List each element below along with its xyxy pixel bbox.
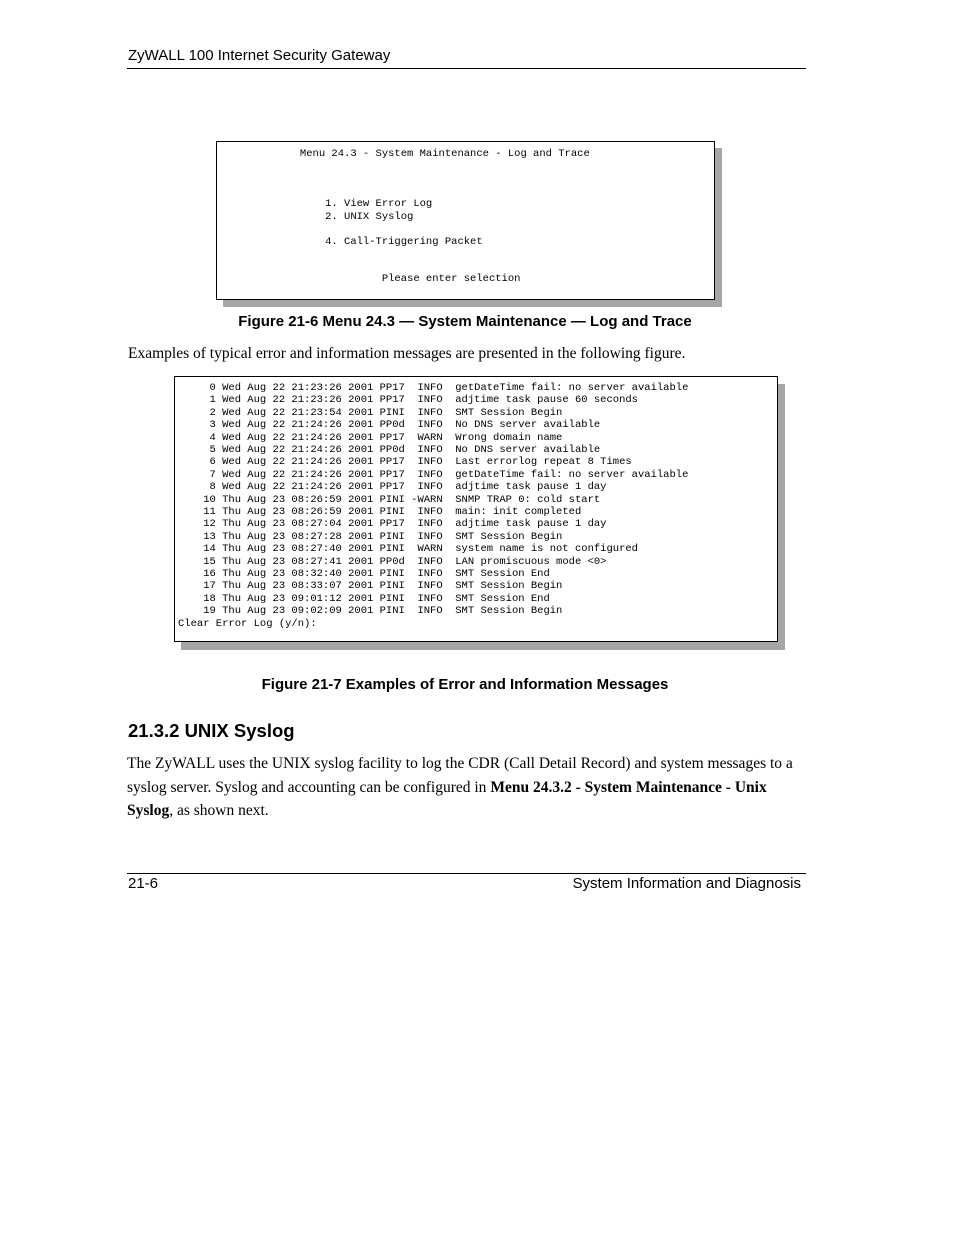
terminal-line: Clear Error Log (y/n):	[178, 617, 317, 630]
footer-divider	[127, 873, 806, 874]
terminal-line: 1 Wed Aug 22 21:23:26 2001 PP17 INFO adjtime task pause 60 seconds	[178, 394, 638, 407]
terminal-line: 11 Thu Aug 23 08:26:59 2001 PINI INFO main: init completed	[178, 506, 582, 518]
terminal-line: 13 Thu Aug 23 08:27:28 2001 PINI INFO SMT Session Begin	[178, 530, 563, 543]
terminal-line: 6 Wed Aug 22 21:24:26 2001 PP17 INFO Last errorlog repeat 8 Times	[178, 456, 632, 469]
terminal-line: 4 Wed Aug 22 21:24:26 2001 PP17 WARN Wrong domain name	[178, 431, 563, 444]
terminal-line: 18 Thu Aug 23 09:01:12 2001 PINI INFO SMT Session End	[178, 592, 550, 605]
terminal-line: 16 Thu Aug 23 08:32:40 2001 PINI INFO SMT Session End	[178, 568, 550, 580]
terminal-line: 2. UNIX Syslog	[218, 210, 414, 223]
terminal-line: 19 Thu Aug 23 09:02:09 2001 PINI INFO SMT Session Begin	[178, 605, 563, 618]
terminal-line: 2 Wed Aug 22 21:23:54 2001 PINI INFO SMT Session Begin	[178, 406, 563, 419]
chapter-title: System Information and Diagnosis	[572, 875, 801, 892]
terminal-line: 12 Thu Aug 23 08:27:04 2001 PP17 INFO adjtime task pause 1 day	[178, 518, 607, 531]
terminal-screen	[216, 141, 715, 300]
terminal-line: 4. Call-Triggering Packet	[218, 235, 483, 248]
terminal-line: 14 Thu Aug 23 08:27:40 2001 PINI WARN system name is not configured	[178, 543, 638, 556]
terminal-line: 5 Wed Aug 22 21:24:26 2001 PP0d INFO No DNS server available	[178, 444, 601, 456]
terminal-line: Menu 24.3 - System Maintenance - Log and Trace	[218, 148, 590, 160]
paragraph-text: , as shown next.	[169, 802, 269, 819]
terminal-line: 17 Thu Aug 23 08:33:07 2001 PINI INFO SMT Session Begin	[178, 580, 563, 593]
terminal-line: Please enter selection	[218, 273, 521, 285]
page-number: 21-6	[128, 875, 159, 892]
header-title: ZyWALL 100 Internet Security Gateway	[128, 47, 391, 64]
terminal-line: 8 Wed Aug 22 21:24:26 2001 PP17 INFO adjtime task pause 1 day	[178, 481, 607, 494]
paragraph-text: The ZyWALL uses the UNIX syslog facility to log the CDR (Call Detail Record) and system messages to a syslog server. Syslog and accounting can be configured in	[127, 755, 793, 796]
terminal-line: 3 Wed Aug 22 21:24:26 2001 PP0d INFO No DNS server available	[178, 419, 601, 432]
section-paragraph	[127, 752, 799, 823]
terminal-line: 0 Wed Aug 22 21:23:26 2001 PP17 INFO getDateTime fail: no server available	[178, 382, 689, 394]
terminal-line: 10 Thu Aug 23 08:26:59 2001 PINI -WARN SNMP TRAP 0: cold start	[178, 493, 601, 506]
figure-caption-21-7: Figure 21-7 Examples of Error and Information Messages	[261, 676, 669, 693]
terminal-screen	[174, 376, 778, 642]
section-heading: 21.3.2 UNIX Syslog	[128, 720, 295, 741]
menu-reference: Menu 24.3.2 - System Maintenance - Unix Syslog	[127, 778, 767, 819]
terminal-line: 7 Wed Aug 22 21:24:26 2001 PP17 INFO getDateTime fail: no server available	[178, 468, 689, 481]
intro-paragraph: Examples of typical error and information messages are presented in the following figure.	[128, 345, 686, 362]
terminal-line: 1. View Error Log	[218, 198, 433, 210]
terminal-line: 15 Thu Aug 23 08:27:41 2001 PP0d INFO LAN promiscuous mode <0>	[178, 555, 607, 568]
header-divider	[127, 68, 806, 69]
figure-caption-21-6: Figure 21-6 Menu 24.3 — System Maintenance — Log and Trace	[238, 313, 692, 330]
